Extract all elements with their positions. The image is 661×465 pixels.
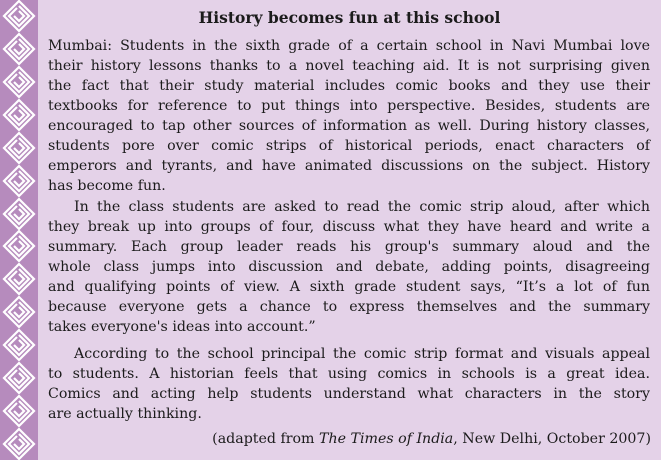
decorative-border [0, 0, 38, 460]
spiral-diamond-icon [2, 262, 36, 296]
body-line: Mumbai: Students in the sixth grade of a certain school in Navi Mumbai love [48, 38, 650, 54]
source-publication: The Times of India [319, 431, 454, 447]
body-line: textbooks for reference to put things into perspective. Besides, students are [48, 98, 650, 114]
body-line: encouraged to tap other sources of information as well. During history classes, [48, 118, 650, 134]
body-line: According to the school principal the comic strip format and visuals appeal [74, 346, 650, 362]
body-line: takes everyone's ideas into account.” [48, 319, 316, 335]
spiral-diamond-icon [2, 394, 36, 428]
source-prefix: (adapted from [212, 431, 319, 447]
article-title: History becomes fun at this school [198, 8, 501, 27]
spiral-diamond-icon [2, 229, 36, 263]
spiral-diamond-icon [2, 164, 36, 198]
body-line: students pore over comic strips of historical periods, enact characters of [48, 138, 650, 154]
body-line: emperors and tyrants, and have animated discussions on the subject. History [48, 158, 650, 174]
body-line: they break up into groups of four, discuss what they have heard and write a [48, 219, 650, 235]
body-line: to students. A historian feels that using comics in schools is a great idea. [48, 366, 650, 382]
body-line: the fact that their study material includes comic books and they use their [48, 78, 650, 94]
body-line: summary. Each group leader reads his group's summary aloud and the [48, 239, 650, 255]
body-line: are actually thinking. [48, 406, 202, 422]
body-line: has become fun. [48, 178, 166, 194]
spiral-diamond-icon [2, 0, 36, 33]
body-line: their history lessons thanks to a novel teaching aid. It is not surprising given [48, 58, 650, 74]
source-suffix: , New Delhi, October 2007) [453, 431, 651, 447]
body-line: and qualifying points of view. A sixth grade student says, “It’s a lot of fun [48, 279, 650, 295]
body-line: In the class students are asked to read the comic strip aloud, after which [74, 199, 650, 215]
body-line: because everyone gets a chance to express themselves and the summary [48, 299, 650, 315]
spiral-diamond-icon [2, 361, 36, 395]
body-line: Comics and acting help students understand what characters in the story [48, 386, 650, 402]
spiral-diamond-icon [2, 295, 36, 329]
spiral-diamond-icon [2, 65, 36, 99]
spiral-diamond-icon [2, 98, 36, 132]
spiral-diamond-icon [2, 328, 36, 362]
source-citation [212, 429, 651, 449]
spiral-diamond-icon [2, 197, 36, 231]
spiral-diamond-icon [2, 427, 36, 461]
spiral-diamond-icon [2, 32, 36, 66]
spiral-diamond-icon [2, 131, 36, 165]
body-line: whole class jumps into discussion and debate, adding points, disagreeing [48, 259, 650, 275]
